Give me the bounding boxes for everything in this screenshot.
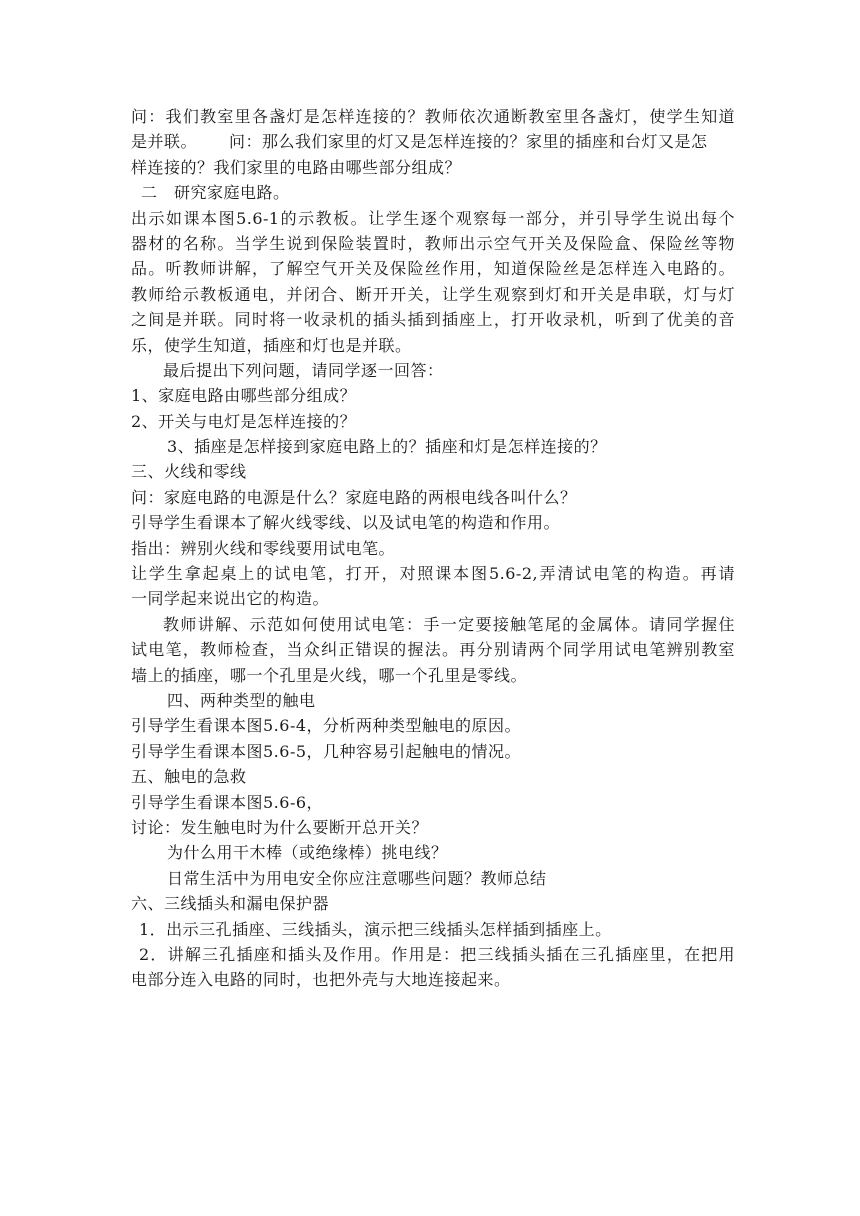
paragraph-line: 乐，使学生知道，插座和灯也是并联。 (131, 335, 412, 355)
paragraph-line: 器材的名称。当学生说到保险装置时，教师出示空气开关及保险盒、保险丝等物 (131, 233, 735, 253)
paragraph-line: 出示如课本图5.6-1的示教板。让学生逐个观察每一部分，并引导学生说出每个 (131, 208, 735, 228)
paragraph-line: 让学生拿起桌上的试电笔，打开，对照课本图5.6-2,弄清试电笔的构造。再请 (131, 564, 735, 584)
paragraph-line: 讨论：发生触电时为什么要断开总开关？ (131, 817, 429, 837)
paragraph-line (131, 129, 735, 154)
text-span: 问：那么我们家里的灯又是怎样连接的？家里的插座和台灯又是怎 (229, 132, 708, 152)
list-item: 1．出示三孔插座、三线插头，演示把三线插头怎样插到插座上。 (139, 919, 612, 939)
section-heading: 六、三线插头和漏电保护器 (131, 894, 330, 914)
paragraph-line: 引导学生看课本了解火线零线、以及试电笔的构造和作用。 (131, 513, 561, 533)
paragraph-line: 教师讲解、示范如何使用试电笔：手一定要接触笔尾的金属体。请同学握住 (163, 614, 735, 634)
section-heading: 二 研究家庭电路。 (141, 183, 290, 203)
paragraph-line: 样连接的？我们家里的电路由哪些部分组成？ (131, 157, 462, 177)
paragraph-line: 试电笔，教师检查，当众纠正错误的握法。再分别请两个同学用试电笔辨别教室 (131, 640, 735, 660)
section-heading: 四、两种类型的触电 (167, 690, 316, 710)
paragraph-line: 墙上的插座，哪一个孔里是火线，哪一个孔里是零线。 (131, 665, 528, 685)
paragraph-line: 日常生活中为用电安全你应注意哪些问题？教师总结 (167, 868, 547, 888)
paragraph-line: 指出：辨别火线和零线要用试电笔。 (131, 538, 396, 558)
paragraph-line: 为什么用干木棒（或绝缘棒）挑电线？ (167, 843, 448, 863)
paragraph-line: 教师给示教板通电，并闭合、断开开关，让学生观察到灯和开关是串联，灯与灯 (131, 284, 735, 304)
paragraph-line: 问：家庭电路的电源是什么？家庭电路的两根电线各叫什么？ (131, 487, 577, 507)
list-item: 3、插座是怎样接到家庭电路上的？插座和灯是怎样连接的？ (167, 437, 607, 457)
paragraph-line: 问：我们教室里各盏灯是怎样连接的？教师依次通断教室里各盏灯，使学生知道 (131, 107, 735, 126)
paragraph-line: 品。听教师讲解，了解空气开关及保险丝作用，知道保险丝是怎样连入电路的。 (131, 259, 735, 279)
paragraph-line: 一同学起来说出它的构造。 (131, 589, 330, 609)
paragraph-line: 引导学生看课本图5.6-6， (131, 792, 324, 812)
paragraph-line: 引导学生看课本图5.6-5，几种容易引起触电的情况。 (131, 741, 522, 761)
list-item: 2、开关与电灯是怎样连接的？ (131, 411, 357, 431)
paragraph-line: 引导学生看课本图5.6-4，分析两种类型触电的原因。 (131, 716, 522, 736)
paragraph-line: 最后提出下列问题，请同学逐一回答： (163, 360, 444, 380)
document-body (131, 104, 735, 993)
text-span: 是并联。 (131, 132, 198, 152)
section-heading: 五、触电的急救 (131, 767, 247, 787)
list-item: 1、家庭电路由哪些部分组成？ (131, 386, 357, 406)
list-item: 2．讲解三孔插座和插头及作用。作用是：把三线插头插在三孔插座里，在把用 (139, 944, 735, 964)
paragraph-line: 之间是并联。同时将一收录机的插头插到插座上，打开收录机，听到了优美的音 (131, 310, 735, 330)
section-heading: 三、火线和零线 (131, 462, 247, 482)
paragraph-line: 电部分连入电路的同时，也把外壳与大地连接起来。 (131, 970, 511, 990)
